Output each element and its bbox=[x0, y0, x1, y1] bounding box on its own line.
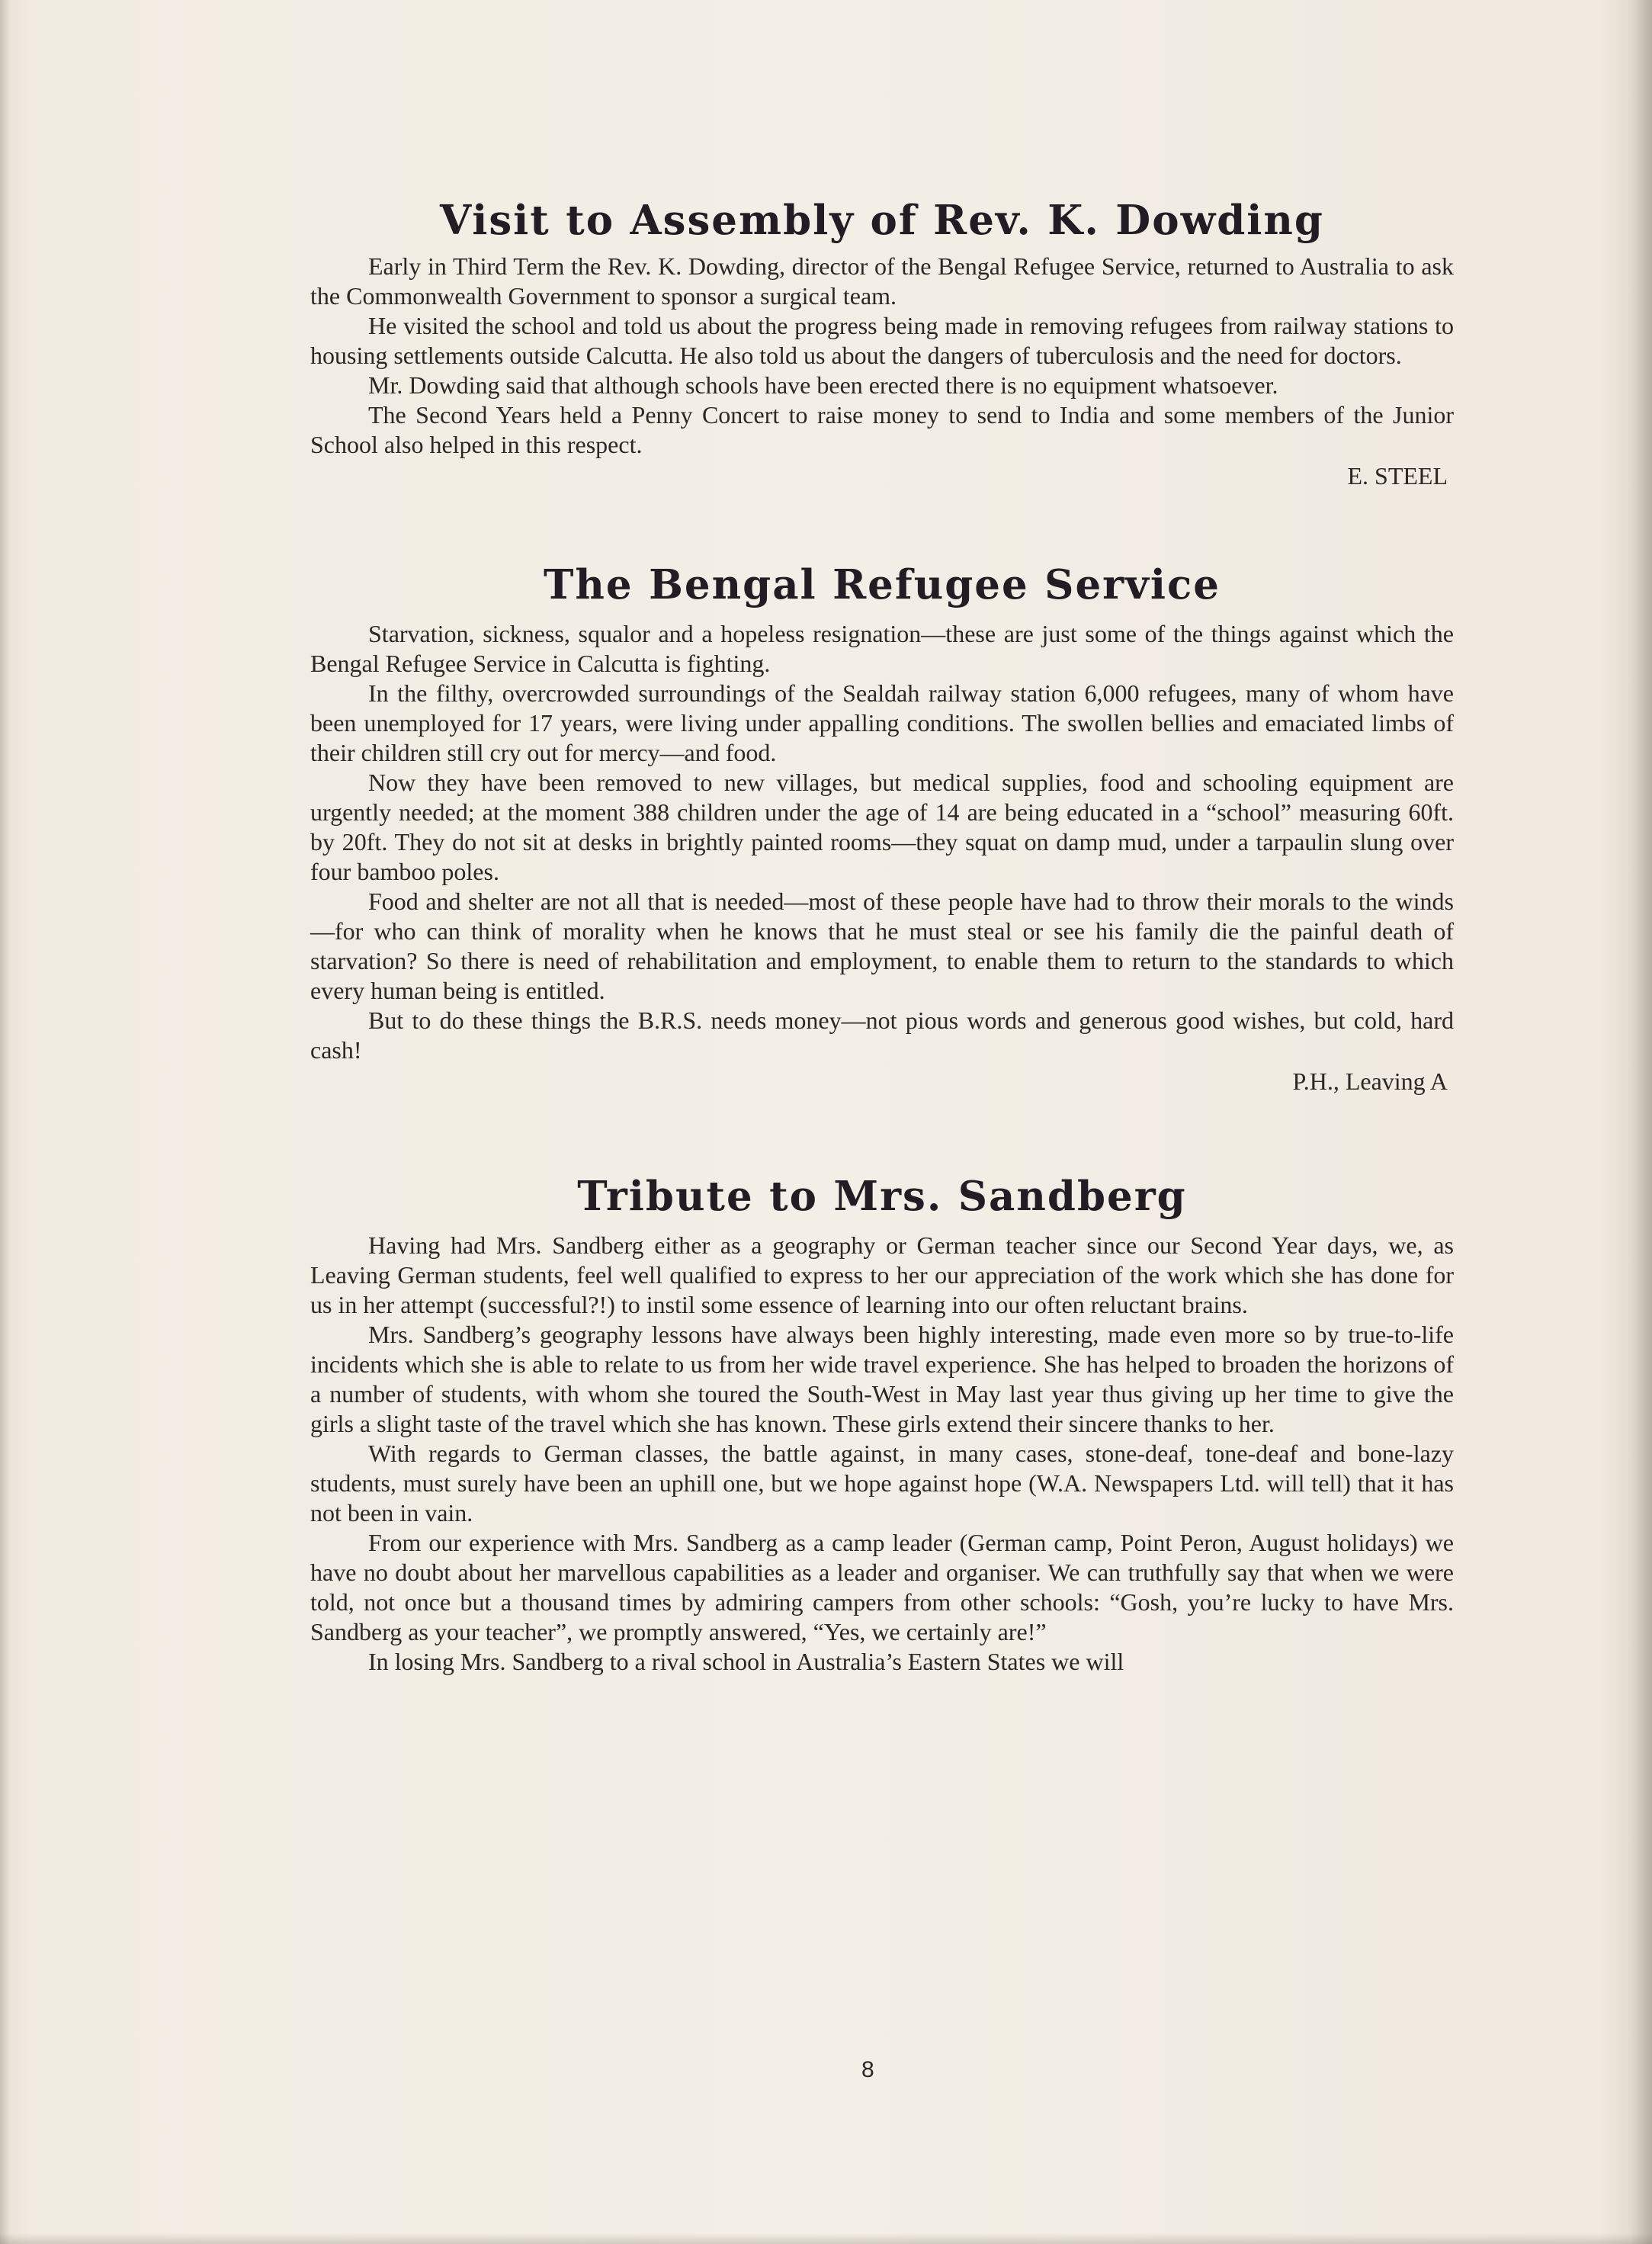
article-bengal-refugee-service bbox=[310, 561, 1454, 1096]
article-title: Tribute to Mrs. Sandberg bbox=[577, 1173, 1187, 1220]
paragraph: Early in Third Term the Rev. K. Dowding, director of the Bengal Refugee Service, returned to Australia to ask the Commonwealth Government to sponsor a surgical team. bbox=[310, 252, 1454, 310]
page-number: 8 bbox=[861, 2057, 874, 2082]
page-left-edge bbox=[0, 0, 11, 2244]
paragraph: Mr. Dowding said that although schools have been erected there is no equipment whatsoever. bbox=[368, 371, 1278, 399]
paragraph: But to do these things the B.R.S. needs money—not pious words and generous good wishes, but cold, hard cash! bbox=[310, 1006, 1454, 1064]
page-bottom-edge bbox=[0, 2233, 1652, 2244]
article-title: The Bengal Refugee Service bbox=[543, 561, 1221, 608]
paragraph: The Second Years held a Penny Concert to raise money to send to India and some members of the Junior School also helped in this respect. bbox=[310, 401, 1454, 458]
paragraph: He visited the school and told us about the progress being made in removing refugees from railway stations to housing settlements outside Calcutta. He also told us about the dangers of tuberculosis and the need for doctors. bbox=[310, 312, 1454, 369]
paragraph: In the filthy, overcrowded surroundings of the Sealdah railway station 6,000 refugees, many of whom have been unemployed for 17 years, were living under appalling conditions. The swollen bellies and emaciated limbs of their children still cry out for mercy—and food. bbox=[310, 679, 1454, 766]
paragraph: Starvation, sickness, squalor and a hopeless resignation—these are just some of the things against which the Bengal Refugee Service in Calcutta is fighting. bbox=[310, 620, 1454, 677]
paragraph: Having had Mrs. Sandberg either as a geography or German teacher since our Second Year days, we, as Leaving German students, feel well qualified to express to her our appreciation of the work which she has done for us in her attempt (successful?!) to instil some essence of learning into our often reluctant brains. bbox=[310, 1231, 1454, 1318]
paragraph: Mrs. Sandberg’s geography lessons have always been highly interesting, made even more so by true-to-life incidents which she is able to relate to us from her wide travel experience. She has helped to broaden the horizons of a number of students, with whom she toured the South-West in May last year thus giving up her time to give the girls a slight taste of the travel which she has known. These girls extend their sincere thanks to her. bbox=[310, 1321, 1454, 1437]
paragraph: Now they have been removed to new villages, but medical supplies, food and schooling equipment are urgently needed; at the moment 388 children under the age of 14 are being educated in a “school” measuring 60ft. by 20ft. They do not sit at desks in brightly painted rooms—they squat on damp mud, under a tarpaulin slung over four bamboo poles. bbox=[310, 769, 1454, 885]
article-tribute-sandberg bbox=[310, 1173, 1454, 1677]
author-signature: P.H., Leaving A bbox=[1292, 1067, 1448, 1095]
page-content bbox=[310, 197, 1454, 1677]
article-title: Visit to Assembly of Rev. K. Dowding bbox=[440, 197, 1324, 244]
paragraph: With regards to German classes, the battle against, in many cases, stone-deaf, tone-deaf and bone-lazy students, must surely have been an uphill one, but we hope against hope (W.A. Newspapers Ltd. will tell) that it has not been in vain. bbox=[310, 1440, 1454, 1526]
paragraph: In losing Mrs. Sandberg to a rival school in Australia’s Eastern States we will bbox=[368, 1648, 1124, 1675]
paragraph: Food and shelter are not all that is needed—most of these people have had to throw their morals to the winds—for who can think of morality when he knows that he must steal or see his family die the painful death of starvation? So there is need of rehabilitation and employment, to enable them to return to the standards to which every human being is entitled. bbox=[310, 888, 1454, 1004]
page-right-edge-shadow bbox=[1631, 0, 1652, 2244]
paragraph: From our experience with Mrs. Sandberg as a camp leader (German camp, Point Peron, August holidays) we have no doubt about her marvellous capabilities as a leader and organiser. We can truthfully say that when we were told, not once but a thousand times by admiring campers from other schools: “Gosh, you’re lucky to have Mrs. Sandberg as your teacher”, we promptly answered, “Yes, we certainly are!” bbox=[310, 1529, 1454, 1645]
article-dowding-visit bbox=[310, 197, 1454, 491]
author-signature: E. STEEL bbox=[1347, 462, 1448, 490]
